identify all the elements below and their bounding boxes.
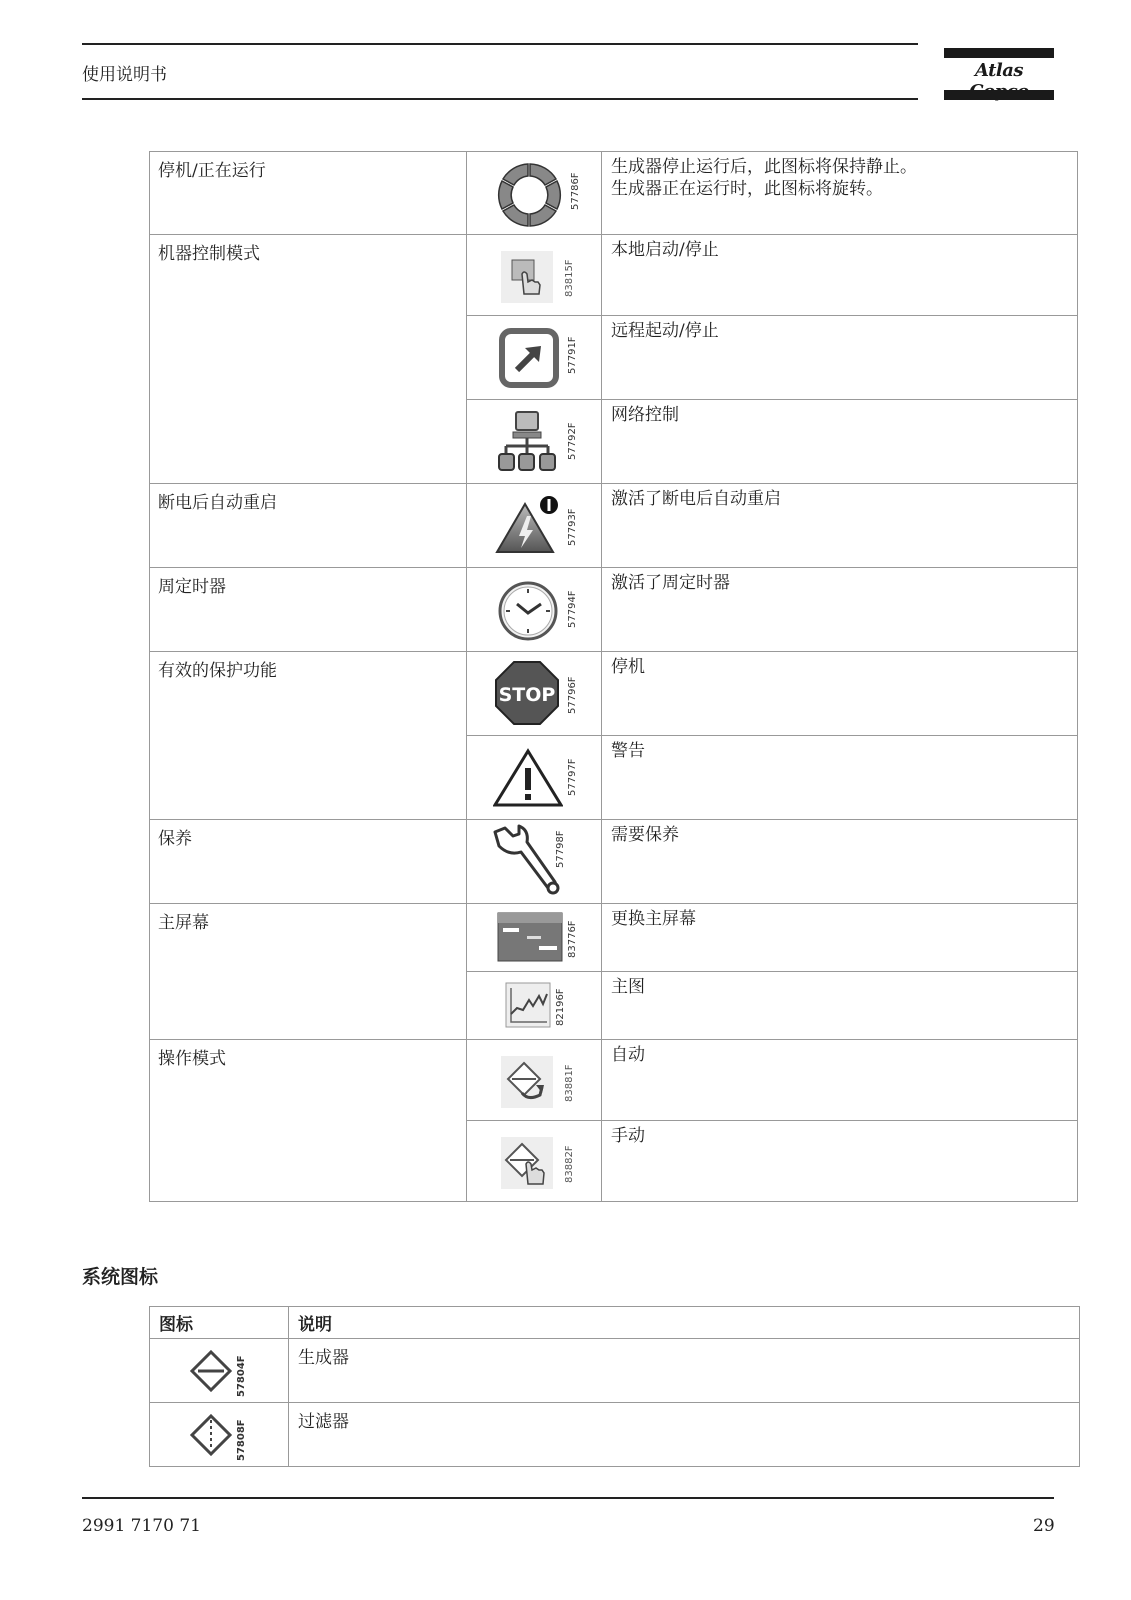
description-cell: 警告 [602, 736, 1078, 820]
header-bottom-rule [82, 98, 918, 100]
description-cell: 更换主屏幕 [602, 904, 1078, 972]
icon-code: 57798F [555, 830, 566, 868]
auto-mode-icon [500, 1055, 554, 1109]
icon-cell [467, 152, 602, 235]
clock-icon [497, 580, 559, 642]
section-title-system-icons: 系统图标 [82, 1266, 159, 1288]
header-top-rule [82, 43, 918, 45]
column-header-icon: 图标 [150, 1307, 289, 1339]
status-icons-table [149, 151, 1078, 1202]
icon-code: 83815F [564, 259, 575, 297]
icon-code: 57804F [236, 1355, 247, 1397]
icon-cell [467, 736, 602, 820]
icon-code: 57791F [567, 336, 578, 374]
system-icons-table [149, 1306, 1080, 1467]
icon-cell [467, 1040, 602, 1121]
screen-card-icon [497, 912, 563, 962]
icon-code: 83882F [564, 1145, 575, 1183]
category-cell: 停机/正在运行 [150, 152, 467, 235]
description-cell: 手动 [602, 1121, 1078, 1202]
description-line-1: 生成器停止运行后，此图标将保持静止。 [611, 157, 917, 177]
category-cell: 保养 [150, 820, 467, 904]
description-cell: 过滤器 [289, 1403, 1080, 1467]
atlas-copco-logo [944, 48, 1054, 100]
generator-diamond-icon [190, 1350, 232, 1392]
logo-text: Atlas [974, 60, 1024, 81]
table-row [150, 1403, 1080, 1467]
icon-cell [150, 1403, 289, 1467]
table-row [150, 1040, 1078, 1121]
category-cell: 周定时器 [150, 568, 467, 652]
document-number: 2991 7170 71 [82, 1516, 201, 1536]
description-cell: 本地启动/停止 [602, 235, 1078, 316]
column-header-description: 说明 [289, 1307, 1080, 1339]
footer-rule [82, 1497, 1054, 1499]
network-icon [497, 410, 557, 476]
table-row [150, 820, 1078, 904]
icon-code: 83776F [567, 920, 578, 958]
table-row [150, 484, 1078, 568]
icon-code: 83881F [564, 1064, 575, 1102]
description-cell: 需要保养 [602, 820, 1078, 904]
table-header-row [150, 1307, 1080, 1339]
icon-cell [467, 904, 602, 972]
description-cell: 激活了断电后自动重启 [602, 484, 1078, 568]
page-number: 29 [1033, 1516, 1055, 1536]
description-cell: 停机 [602, 652, 1078, 736]
icon-cell [467, 652, 602, 736]
description-cell: 激活了周定时器 [602, 568, 1078, 652]
icon-cell [467, 484, 602, 568]
running-ring-icon [495, 160, 565, 230]
description-cell: 网络控制 [602, 400, 1078, 484]
lightning-triangle-icon [495, 494, 561, 556]
description-cell: 远程起动/停止 [602, 316, 1078, 400]
category-cell: 断电后自动重启 [150, 484, 467, 568]
icon-code: 57794F [567, 590, 578, 628]
icon-cell [467, 1121, 602, 1202]
table-row [150, 152, 1078, 235]
description-cell: 自动 [602, 1040, 1078, 1121]
document-title: 使用说明书 [82, 65, 167, 85]
category-cell: 机器控制模式 [150, 235, 467, 484]
graph-icon [505, 982, 551, 1028]
icon-cell [467, 972, 602, 1040]
manual-mode-icon [500, 1136, 554, 1190]
table-row [150, 1339, 1080, 1403]
category-cell: 主屏幕 [150, 904, 467, 1040]
stop-sign-icon [494, 660, 560, 726]
table-row [150, 904, 1078, 972]
stop-text: STOP [498, 684, 556, 706]
description-cell: 主图 [602, 972, 1078, 1040]
category-cell: 操作模式 [150, 1040, 467, 1202]
icon-code: 57808F [236, 1419, 247, 1461]
local-hand-icon [500, 250, 554, 304]
icon-code: 57796F [567, 676, 578, 714]
filter-diamond-icon [190, 1414, 232, 1456]
warning-triangle-icon [493, 748, 563, 808]
description-line-2: 生成器正在运行时，此图标将旋转。 [611, 179, 883, 199]
icon-code: 57792F [567, 422, 578, 460]
icon-cell [467, 400, 602, 484]
icon-cell [467, 568, 602, 652]
table-row [150, 235, 1078, 316]
table-row [150, 652, 1078, 736]
category-cell: 有效的保护功能 [150, 652, 467, 820]
icon-cell [150, 1339, 289, 1403]
icon-code: 57793F [567, 508, 578, 546]
remote-arrow-icon [499, 328, 559, 388]
table-row [150, 568, 1078, 652]
icon-cell [467, 235, 602, 316]
description-cell [602, 152, 1078, 235]
icon-code: 57797F [567, 758, 578, 796]
icon-code: 57786F [570, 172, 581, 210]
icon-code: 82196F [555, 988, 566, 1026]
icon-cell [467, 316, 602, 400]
description-cell: 生成器 [289, 1339, 1080, 1403]
icon-cell [467, 820, 602, 904]
